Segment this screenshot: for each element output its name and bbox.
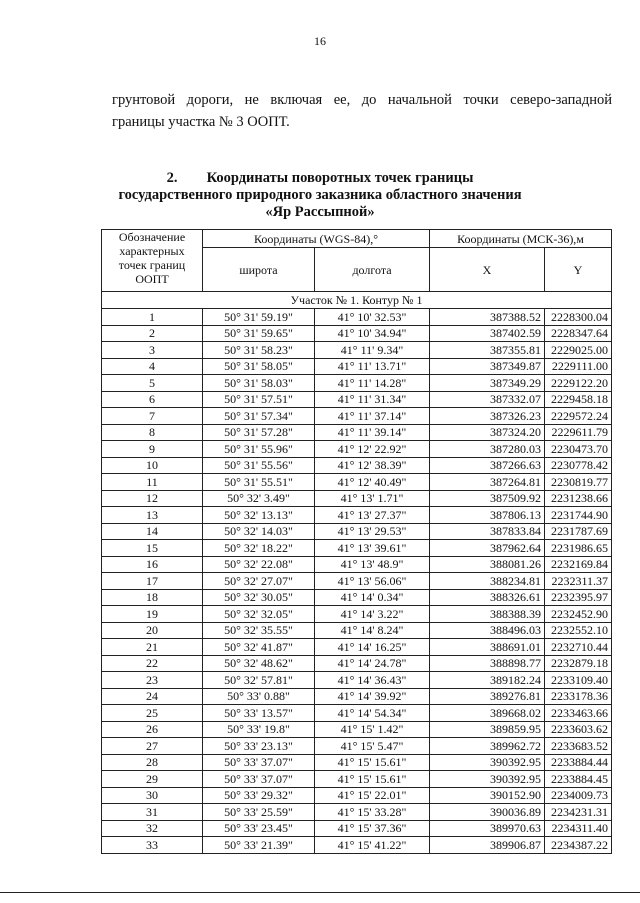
table-row (102, 474, 612, 491)
latitude-cell: 50° 32' 30.05" (203, 589, 315, 606)
y-cell: 2229611.79 (545, 424, 612, 441)
point-number: 13 (102, 507, 203, 524)
x-cell: 389276.81 (430, 688, 545, 705)
x-cell: 387806.13 (430, 507, 545, 524)
x-cell: 387355.81 (430, 342, 545, 359)
point-number: 14 (102, 523, 203, 540)
x-cell: 387402.59 (430, 325, 545, 342)
point-number: 30 (102, 787, 203, 804)
longitude-cell: 41° 15' 41.22" (315, 837, 430, 854)
point-number: 10 (102, 457, 203, 474)
table-row (102, 589, 612, 606)
longitude-cell: 41° 14' 0.34" (315, 589, 430, 606)
y-cell: 2233463.66 (545, 705, 612, 722)
longitude-cell: 41° 10' 32.53" (315, 309, 430, 326)
latitude-cell: 50° 33' 23.13" (203, 738, 315, 755)
x-cell: 389182.24 (430, 672, 545, 689)
longitude-cell: 41° 14' 24.78" (315, 655, 430, 672)
table-row (102, 672, 612, 689)
x-cell: 387266.63 (430, 457, 545, 474)
x-cell: 389668.02 (430, 705, 545, 722)
point-number: 17 (102, 573, 203, 590)
y-cell: 2232311.37 (545, 573, 612, 590)
table-row (102, 820, 612, 837)
x-cell: 388326.61 (430, 589, 545, 606)
table-row (102, 441, 612, 458)
y-cell: 2233178.36 (545, 688, 612, 705)
x-cell: 387326.23 (430, 408, 545, 425)
page-number: 16 (314, 34, 326, 48)
latitude-cell: 50° 32' 3.49" (203, 490, 315, 507)
section-heading (0, 170, 640, 187)
y-cell: 2233109.40 (545, 672, 612, 689)
longitude-cell: 41° 14' 8.24" (315, 622, 430, 639)
section-number: 2. (166, 170, 178, 186)
y-cell: 2234311.40 (545, 820, 612, 837)
header-x: X (430, 248, 545, 292)
y-cell: 2229458.18 (545, 391, 612, 408)
point-number: 7 (102, 408, 203, 425)
y-cell: 2232710.44 (545, 639, 612, 656)
header-wgs84: Координаты (WGS-84),° (203, 230, 430, 248)
table-row (102, 523, 612, 540)
latitude-cell: 50° 31' 55.51" (203, 474, 315, 491)
table-row (102, 358, 612, 375)
longitude-cell: 41° 12' 22.92" (315, 441, 430, 458)
point-number: 1 (102, 309, 203, 326)
x-cell: 387962.64 (430, 540, 545, 557)
point-number: 16 (102, 556, 203, 573)
point-number: 21 (102, 639, 203, 656)
point-number: 12 (102, 490, 203, 507)
longitude-cell: 41° 14' 39.92" (315, 688, 430, 705)
y-cell: 2232879.18 (545, 655, 612, 672)
x-cell: 388898.77 (430, 655, 545, 672)
table-row (102, 721, 612, 738)
longitude-cell: 41° 13' 39.61" (315, 540, 430, 557)
table-row (102, 457, 612, 474)
point-number: 2 (102, 325, 203, 342)
y-cell: 2234231.31 (545, 804, 612, 821)
table-row (102, 573, 612, 590)
longitude-cell: 41° 11' 13.71" (315, 358, 430, 375)
y-cell: 2232452.90 (545, 606, 612, 623)
latitude-cell: 50° 32' 22.08" (203, 556, 315, 573)
latitude-cell: 50° 31' 58.03" (203, 375, 315, 392)
y-cell: 2231787.69 (545, 523, 612, 540)
intro-text-line-2: границы участка № 3 ООПТ. (112, 114, 290, 130)
section-heading-line-3: «Яр Рассыпной» (265, 204, 375, 220)
y-cell: 2228347.64 (545, 325, 612, 342)
y-cell: 2232552.10 (545, 622, 612, 639)
point-number: 25 (102, 705, 203, 722)
x-cell: 388388.39 (430, 606, 545, 623)
latitude-cell: 50° 33' 25.59" (203, 804, 315, 821)
latitude-cell: 50° 31' 57.34" (203, 408, 315, 425)
section-heading-line-2: государственного природного заказника областного значения (118, 187, 522, 203)
latitude-cell: 50° 32' 32.05" (203, 606, 315, 623)
latitude-cell: 50° 33' 21.39" (203, 837, 315, 854)
latitude-cell: 50° 32' 57.81" (203, 672, 315, 689)
longitude-cell: 41° 13' 48.9" (315, 556, 430, 573)
table-row (102, 424, 612, 441)
table-row (102, 507, 612, 524)
x-cell: 388234.81 (430, 573, 545, 590)
point-number: 29 (102, 771, 203, 788)
x-cell: 387280.03 (430, 441, 545, 458)
point-number: 19 (102, 606, 203, 623)
longitude-cell: 41° 14' 3.22" (315, 606, 430, 623)
x-cell: 387349.87 (430, 358, 545, 375)
x-cell: 389962.72 (430, 738, 545, 755)
latitude-cell: 50° 31' 55.56" (203, 457, 315, 474)
table-row (102, 375, 612, 392)
point-number: 28 (102, 754, 203, 771)
x-cell: 387324.20 (430, 424, 545, 441)
latitude-cell: 50° 32' 41.87" (203, 639, 315, 656)
longitude-cell: 41° 11' 9.34" (315, 342, 430, 359)
table-row (102, 754, 612, 771)
latitude-cell: 50° 32' 35.55" (203, 622, 315, 639)
latitude-cell: 50° 31' 57.28" (203, 424, 315, 441)
x-cell: 387349.29 (430, 375, 545, 392)
latitude-cell: 50° 32' 14.03" (203, 523, 315, 540)
point-number: 3 (102, 342, 203, 359)
table-row (102, 490, 612, 507)
longitude-cell: 41° 13' 27.37" (315, 507, 430, 524)
section-row-plot-1: Участок № 1. Контур № 1 (102, 292, 612, 309)
point-number: 6 (102, 391, 203, 408)
point-number: 20 (102, 622, 203, 639)
x-cell: 389970.63 (430, 820, 545, 837)
latitude-cell: 50° 33' 19.8" (203, 721, 315, 738)
point-number: 32 (102, 820, 203, 837)
table-row (102, 556, 612, 573)
table-row (102, 342, 612, 359)
x-cell: 390152.90 (430, 787, 545, 804)
x-cell: 387332.07 (430, 391, 545, 408)
y-cell: 2232395.97 (545, 589, 612, 606)
table-row (102, 391, 612, 408)
table-row (102, 622, 612, 639)
latitude-cell: 50° 33' 23.45" (203, 820, 315, 837)
point-number: 18 (102, 589, 203, 606)
header-latitude: широта (203, 248, 315, 292)
point-number: 5 (102, 375, 203, 392)
longitude-cell: 41° 11' 14.28" (315, 375, 430, 392)
table-row (102, 738, 612, 755)
longitude-cell: 41° 15' 37.36" (315, 820, 430, 837)
longitude-cell: 41° 13' 29.53" (315, 523, 430, 540)
table-row (102, 837, 612, 854)
longitude-cell: 41° 13' 56.06" (315, 573, 430, 590)
table-row (102, 325, 612, 342)
x-cell: 389859.95 (430, 721, 545, 738)
longitude-cell: 41° 14' 16.25" (315, 639, 430, 656)
latitude-cell: 50° 32' 18.22" (203, 540, 315, 557)
y-cell: 2228300.04 (545, 309, 612, 326)
latitude-cell: 50° 31' 58.23" (203, 342, 315, 359)
table-row (102, 540, 612, 557)
header-point-designation: Обозначение характерных точек границ ООПТ (102, 230, 203, 292)
table-row (102, 804, 612, 821)
point-number: 11 (102, 474, 203, 491)
x-cell: 389906.87 (430, 837, 545, 854)
latitude-cell: 50° 32' 27.07" (203, 573, 315, 590)
latitude-cell: 50° 31' 59.19" (203, 309, 315, 326)
y-cell: 2229572.24 (545, 408, 612, 425)
y-cell: 2232169.84 (545, 556, 612, 573)
y-cell: 2231986.65 (545, 540, 612, 557)
longitude-cell: 41° 14' 54.34" (315, 705, 430, 722)
table-row (102, 771, 612, 788)
latitude-cell: 50° 33' 0.88" (203, 688, 315, 705)
y-cell: 2231238.66 (545, 490, 612, 507)
latitude-cell: 50° 31' 55.96" (203, 441, 315, 458)
point-number: 23 (102, 672, 203, 689)
table-row (102, 606, 612, 623)
point-number: 26 (102, 721, 203, 738)
latitude-cell: 50° 33' 13.57" (203, 705, 315, 722)
latitude-cell: 50° 32' 48.62" (203, 655, 315, 672)
longitude-cell: 41° 12' 40.49" (315, 474, 430, 491)
longitude-cell: 41° 15' 33.28" (315, 804, 430, 821)
y-cell: 2230473.70 (545, 441, 612, 458)
table-row (102, 408, 612, 425)
y-cell: 2234009.73 (545, 787, 612, 804)
point-number: 33 (102, 837, 203, 854)
longitude-cell: 41° 11' 39.14" (315, 424, 430, 441)
point-number: 8 (102, 424, 203, 441)
y-cell: 2233884.44 (545, 754, 612, 771)
point-number: 22 (102, 655, 203, 672)
x-cell: 387264.81 (430, 474, 545, 491)
longitude-cell: 41° 12' 38.39" (315, 457, 430, 474)
longitude-cell: 41° 14' 36.43" (315, 672, 430, 689)
table-row (102, 639, 612, 656)
latitude-cell: 50° 31' 57.51" (203, 391, 315, 408)
x-cell: 388081.26 (430, 556, 545, 573)
point-number: 9 (102, 441, 203, 458)
point-number: 4 (102, 358, 203, 375)
table-row (102, 688, 612, 705)
x-cell: 387833.84 (430, 523, 545, 540)
intro-text-line-1: грунтовой дороги, не включая ее, до начальной точки северо-западной (112, 92, 612, 108)
y-cell: 2233683.52 (545, 738, 612, 755)
y-cell: 2229025.00 (545, 342, 612, 359)
y-cell: 2233603.62 (545, 721, 612, 738)
table-row (102, 655, 612, 672)
x-cell: 390036.89 (430, 804, 545, 821)
y-cell: 2229122.20 (545, 375, 612, 392)
point-number: 27 (102, 738, 203, 755)
latitude-cell: 50° 33' 37.07" (203, 754, 315, 771)
longitude-cell: 41° 10' 34.94" (315, 325, 430, 342)
y-cell: 2234387.22 (545, 837, 612, 854)
header-y: Y (545, 248, 612, 292)
coordinates-table (101, 229, 612, 854)
longitude-cell: 41° 13' 1.71" (315, 490, 430, 507)
point-number: 24 (102, 688, 203, 705)
y-cell: 2233884.45 (545, 771, 612, 788)
longitude-cell: 41° 15' 22.01" (315, 787, 430, 804)
longitude-cell: 41° 15' 15.61" (315, 771, 430, 788)
latitude-cell: 50° 33' 29.32" (203, 787, 315, 804)
table-row (102, 309, 612, 326)
x-cell: 390392.95 (430, 754, 545, 771)
x-cell: 388496.03 (430, 622, 545, 639)
point-number: 15 (102, 540, 203, 557)
page-bottom-rule (0, 892, 640, 893)
y-cell: 2231744.90 (545, 507, 612, 524)
longitude-cell: 41° 15' 5.47" (315, 738, 430, 755)
x-cell: 387509.92 (430, 490, 545, 507)
y-cell: 2229111.00 (545, 358, 612, 375)
section-heading-line-1: Координаты поворотных точек границы (206, 170, 474, 186)
longitude-cell: 41° 15' 15.61" (315, 754, 430, 771)
x-cell: 388691.01 (430, 639, 545, 656)
longitude-cell: 41° 15' 1.42" (315, 721, 430, 738)
header-longitude: долгота (315, 248, 430, 292)
table-row (102, 787, 612, 804)
longitude-cell: 41° 11' 37.14" (315, 408, 430, 425)
latitude-cell: 50° 33' 37.07" (203, 771, 315, 788)
latitude-cell: 50° 31' 58.05" (203, 358, 315, 375)
x-cell: 387388.52 (430, 309, 545, 326)
x-cell: 390392.95 (430, 771, 545, 788)
latitude-cell: 50° 32' 13.13" (203, 507, 315, 524)
latitude-cell: 50° 31' 59.65" (203, 325, 315, 342)
table-row (102, 705, 612, 722)
point-number: 31 (102, 804, 203, 821)
longitude-cell: 41° 11' 31.34" (315, 391, 430, 408)
y-cell: 2230819.77 (545, 474, 612, 491)
header-msk36: Координаты (МСК-36),м (430, 230, 612, 248)
y-cell: 2230778.42 (545, 457, 612, 474)
